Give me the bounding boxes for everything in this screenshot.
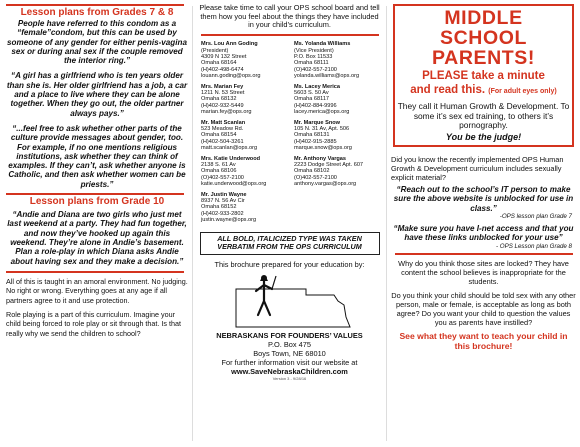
title-line: SCHOOL — [439, 27, 528, 49]
board-member-contact-line: Omaha 68102 — [294, 168, 330, 175]
board-member-contact-line: (H)402-933-2802 — [201, 210, 244, 217]
curriculum-quote: “Make sure you have I-net access and that you have these links unblocked for your use” — [393, 223, 574, 243]
board-member-role: (President) — [201, 47, 229, 54]
board-member-contact-line: Omaha 68132 — [201, 96, 237, 103]
commentary-paragraph: Role playing is a part of this curriculum. Imagine your child being forced to role play or sit through that. Is that really why we send the children to school? — [6, 310, 181, 338]
board-member-name: Mrs. Marian Fey — [201, 83, 244, 90]
quote-citation: -OPS lesson plan Grade 7 — [499, 212, 572, 220]
board-member-email[interactable]: marque.snow@ops.org — [294, 145, 352, 152]
board-member-contact-line: (H)402-504-3261 — [201, 138, 244, 145]
verbatim-notice-box — [200, 232, 380, 255]
board-member-contact-line: 4309 N 132 Street — [201, 53, 247, 60]
board-member-name: Ms. Lacey Merica — [294, 83, 341, 90]
board-member-contact-line: Omaha 68154 — [201, 132, 237, 139]
board-member-name: Mr. Matt Scanlan — [201, 119, 246, 126]
board-member-contact-line: (O)402-557-2100 — [294, 174, 337, 181]
question-paragraph: Do you think your child should be told sex with any other person, male or female, is acceptable as long as both agree? Do you want your child to question the values you as parents have instilled? — [391, 290, 576, 328]
closing-callout: See what they want to teach your child in this brochure! — [399, 331, 568, 352]
section-heading-grade-10: Lesson plans from Grade 10 — [29, 196, 165, 208]
verbatim-notice: ALL BOLD, ITALICIZED TYPE WAS TAKEN VERBATIM FROM THE OPS CURRICULUM — [217, 233, 362, 252]
curriculum-quote: “A girl has a girlfriend who is ten years older than she is. Her older girlfriend has a job, a car and a place to live where they can be alone together. When they go out, the older partner always pays.” — [6, 71, 188, 118]
please-line: PLEASE take a minute — [422, 70, 545, 82]
board-member-contact-line: (H)402-884-9996 — [294, 102, 337, 109]
curriculum-quote: “Andie and Diana are two girls who just met last weekend at a party. They had fun together, and now they’ve hooked up again this weekend. They’re alone in Andie’s basement. Plan a role-play in which Diana asks Andie about having sex and they make a decision.” — [7, 210, 187, 266]
board-member-contact-line: (O)402-557-2100 — [294, 66, 337, 73]
board-member-contact-line: (H)402-915-2885 — [294, 138, 337, 145]
cover-title-box — [393, 4, 574, 147]
board-member-name: Ms. Yolanda Williams — [294, 41, 351, 48]
board-member-contact-line: Omaha 68152 — [201, 204, 237, 211]
board-member-contact-line: 2223 Dodge Street Apt. 607 — [294, 162, 364, 169]
board-member-entry — [294, 41, 381, 79]
right-panel — [386, 0, 580, 447]
red-rule — [6, 193, 184, 195]
board-member-contact-line: (O)402-557-2100 — [201, 174, 244, 181]
board-member-entry — [294, 120, 381, 152]
board-member-name: Mrs. Katie Underwood — [201, 155, 261, 162]
curriculum-quote: People have referred to this condom as a “female”condom, but this can be used by someone of any gender for either penis-vagina sex or during anal sex if the couple removed the interior ring.” — [7, 19, 187, 66]
title-line: PARENTS! — [431, 47, 536, 69]
board-member-name: Mr. Marque Snow — [294, 119, 340, 126]
board-member-email[interactable]: katie.underwood@ops.org — [201, 181, 267, 188]
board-member-entry — [294, 156, 381, 188]
board-member-email[interactable]: anthony.vargas@ops.org — [294, 181, 357, 188]
question-paragraph: Why do you think those sites are locked? They have content the school believes is inappropriate for the students. — [398, 258, 569, 286]
board-member-role: (Vice President) — [294, 47, 334, 54]
board-member-contact-line: Omaha 68106 — [201, 168, 237, 175]
board-member-contact-line: 1211 N. 53 Street — [201, 89, 245, 96]
board-member-email[interactable]: justin.wayne@ops.org — [201, 217, 257, 224]
board-member-contact-line: 2138 S. 61 Av — [201, 162, 236, 169]
curriculum-quote: “...feel free to ask whether other parts of the culture provide messages about gender, too. For example, if no one mentions religious institutions, ask whether they can think of examples. If they can’t, ask whether anyone is Catholic, and then ask whether women can be priests.” — [8, 123, 186, 189]
board-member-contact-line: Omaha 68164 — [201, 60, 237, 67]
po-box: P.O. Box 475 — [267, 339, 311, 349]
question-paragraph: Did you know the recently implemented OPS Human Growth & Development curriculum includes sexually explicit material? — [391, 154, 564, 182]
board-member-contact-line: 523 Meadow Rd. — [201, 125, 244, 132]
board-member-name: Mr. Justin Wayne — [201, 191, 247, 198]
board-member-contact-line: (H)402-932-5449 — [201, 102, 244, 109]
quote-citation: - OPS Lesson plan Grade 8 — [495, 242, 572, 250]
call-to-action-text: Please take time to call your OPS school board and tell them how you feel about the things they have included in your child’s curriculum. — [199, 3, 380, 30]
board-member-entry — [201, 156, 288, 188]
version-label: Version 3 - 9/28/16 — [272, 375, 307, 381]
prepared-by-text: This brochure prepared for your education by: — [214, 259, 365, 269]
section-heading-grades-7-8: Lesson plans from Grades 7 & 8 — [20, 7, 174, 18]
red-rule — [6, 271, 184, 273]
board-member-contact-line: Omaha 68117 — [294, 96, 330, 103]
board-member-entry — [201, 41, 288, 79]
middle-panel — [193, 0, 386, 447]
city-address: Boys Town, NE 68010 — [253, 348, 326, 358]
board-member-email[interactable]: marian.fey@ops.org — [201, 109, 252, 116]
adults-only-note: (For adult eyes only) — [488, 88, 557, 95]
you-be-the-judge: You be the judge! — [445, 131, 522, 142]
board-member-contact-line: (H)402-498-6474 — [201, 66, 244, 73]
board-member-email[interactable]: matt.scanlan@ops.org — [201, 145, 258, 152]
board-member-contact-line: 8937 N. 56 Av Cir — [201, 198, 245, 205]
school-board-directory — [201, 41, 381, 224]
nebraska-map-with-figure-icon — [198, 271, 381, 331]
board-member-entry — [201, 120, 288, 152]
title-line: MIDDLE — [444, 7, 523, 29]
board-member-name: Mr. Anthony Vargas — [294, 155, 347, 162]
website-url: www.SaveNebraskaChildren.com — [231, 366, 348, 376]
left-panel — [0, 0, 193, 447]
board-member-email[interactable]: lacey.merica@ops.org — [294, 109, 350, 116]
curriculum-quote: “Reach out to the school’s IT person to make sure the above website is unblocked for use in class.” — [393, 185, 574, 213]
curriculum-description: They call it Human Growth & Development. To some it’s sex ed training, to others it’s pornography. — [397, 101, 570, 131]
nebraska-logo — [198, 271, 381, 331]
board-member-contact-line: P.O. Box 11533 — [294, 53, 333, 60]
board-member-contact-line: Omaha 68131 — [294, 132, 330, 139]
board-member-contact-line: Omaha 68111 — [294, 60, 329, 67]
red-rule — [201, 34, 379, 36]
organization-name: NEBRASKANS FOR FOUNDERS’ VALUES — [216, 330, 363, 340]
board-member-name: Mrs. Lou Ann Goding — [201, 41, 258, 48]
board-member-email[interactable]: louann.goding@ops.org — [201, 73, 261, 80]
website-prompt: For further information visit our website at — [221, 357, 358, 367]
red-rule — [395, 253, 573, 255]
red-rule — [6, 4, 184, 6]
board-member-entry — [201, 84, 288, 116]
board-member-entry — [201, 192, 288, 224]
board-member-contact-line: 105 N. 31 Av, Apt. 506 — [294, 125, 350, 132]
board-member-entry — [294, 84, 381, 116]
commentary-paragraph: All of this is taught in an amoral environment. No judging. No right or wrong. Everything goes at any age if all partners agree to it and use protection. — [6, 276, 188, 305]
board-member-email[interactable]: yolanda.williams@ops.org — [294, 73, 360, 80]
board-member-contact-line: 5603 S. 50 Av — [294, 89, 329, 96]
please-line: and read this. (For adult eyes only) — [410, 84, 557, 96]
